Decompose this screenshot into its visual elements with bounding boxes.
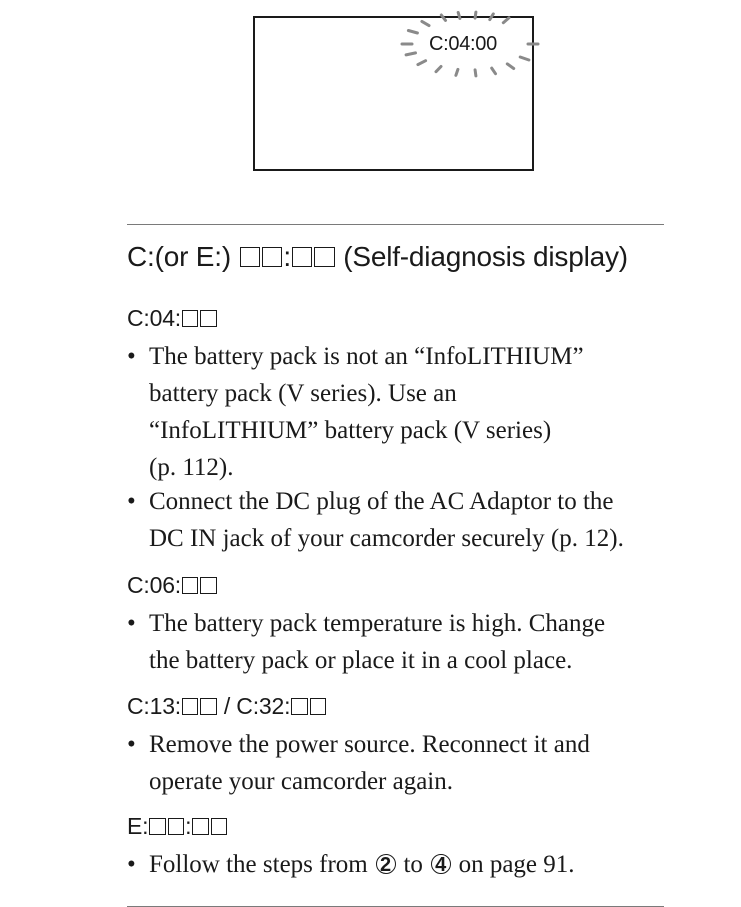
code-heading-c04: C:04: xyxy=(127,305,218,332)
bullet-line: operate your camcorder again. xyxy=(149,768,454,795)
bullet-line: (p. 112). xyxy=(149,454,234,481)
blink-ray xyxy=(441,15,445,20)
placeholder-box-icon xyxy=(192,818,209,835)
blink-ray xyxy=(475,12,476,18)
bullet-item xyxy=(127,338,687,486)
bullet-icon: • xyxy=(127,851,136,878)
blink-ray xyxy=(418,61,426,65)
blink-ray xyxy=(408,31,417,34)
placeholder-box-icon xyxy=(314,247,334,267)
bullet-line: “InfoLITHIUM” battery pack (V series) xyxy=(149,417,552,444)
placeholder-box-icon xyxy=(200,310,217,327)
bullet-item xyxy=(127,483,687,557)
bullet-line: Connect the DC plug of the AC Adaptor to the xyxy=(149,488,614,515)
section-divider-top xyxy=(127,224,664,225)
bullet-line: the battery pack or place it in a cool place. xyxy=(149,647,573,674)
blink-ray xyxy=(406,53,415,55)
placeholder-box-icon xyxy=(310,698,327,715)
bullet-icon: • xyxy=(127,343,136,370)
step-2-circled-number: 2 xyxy=(376,854,396,874)
section-title: C:(or E:) : (Self-diagnosis display) xyxy=(127,241,628,272)
placeholder-box-icon xyxy=(182,310,199,327)
lcd-error-code: C:04:00 xyxy=(429,33,497,55)
bullet-icon: • xyxy=(127,488,136,515)
bullet-line: DC IN jack of your camcorder securely (p. 12). xyxy=(149,525,624,552)
step-4-circled-number: 4 xyxy=(431,854,451,874)
bullet-icon: • xyxy=(127,731,136,758)
bullet-line: battery pack (V series). Use an xyxy=(149,380,457,407)
blink-ray xyxy=(458,13,460,19)
blink-ray xyxy=(503,18,509,23)
bullet-line: Remove the power source. Reconnect it and xyxy=(149,731,590,758)
blink-ray xyxy=(475,70,476,76)
placeholder-box-icon xyxy=(149,818,166,835)
placeholder-box-icon xyxy=(168,818,185,835)
blink-ray xyxy=(520,57,529,60)
bullet-item xyxy=(127,846,687,883)
blink-ray xyxy=(422,21,429,25)
placeholder-box-icon xyxy=(182,698,199,715)
bullet-icon: • xyxy=(127,610,136,637)
placeholder-box-icon xyxy=(240,247,260,267)
blink-ray xyxy=(456,69,458,75)
blink-ray xyxy=(492,68,496,74)
code-heading-c13-c32: C:13: / C:32: xyxy=(127,693,327,720)
bullet-item xyxy=(127,605,687,679)
placeholder-box-icon xyxy=(291,698,308,715)
bullet-line: The battery pack is not an “InfoLITHIUM” xyxy=(149,343,584,370)
placeholder-box-icon xyxy=(200,698,217,715)
placeholder-box-icon xyxy=(182,577,199,594)
placeholder-box-icon xyxy=(292,247,312,267)
bullet-item xyxy=(127,726,687,800)
bullet-line: Follow the steps from 2 to 4 on page 91. xyxy=(149,851,575,878)
bullet-line: The battery pack temperature is high. Change xyxy=(149,610,606,637)
blink-ray xyxy=(436,67,441,72)
placeholder-box-icon xyxy=(200,577,217,594)
code-heading-c06: C:06: xyxy=(127,572,218,599)
placeholder-box-icon xyxy=(262,247,282,267)
blink-ray xyxy=(507,64,513,69)
blink-ray xyxy=(490,14,494,20)
code-heading-e: E: : xyxy=(127,813,228,840)
placeholder-box-icon xyxy=(211,818,228,835)
